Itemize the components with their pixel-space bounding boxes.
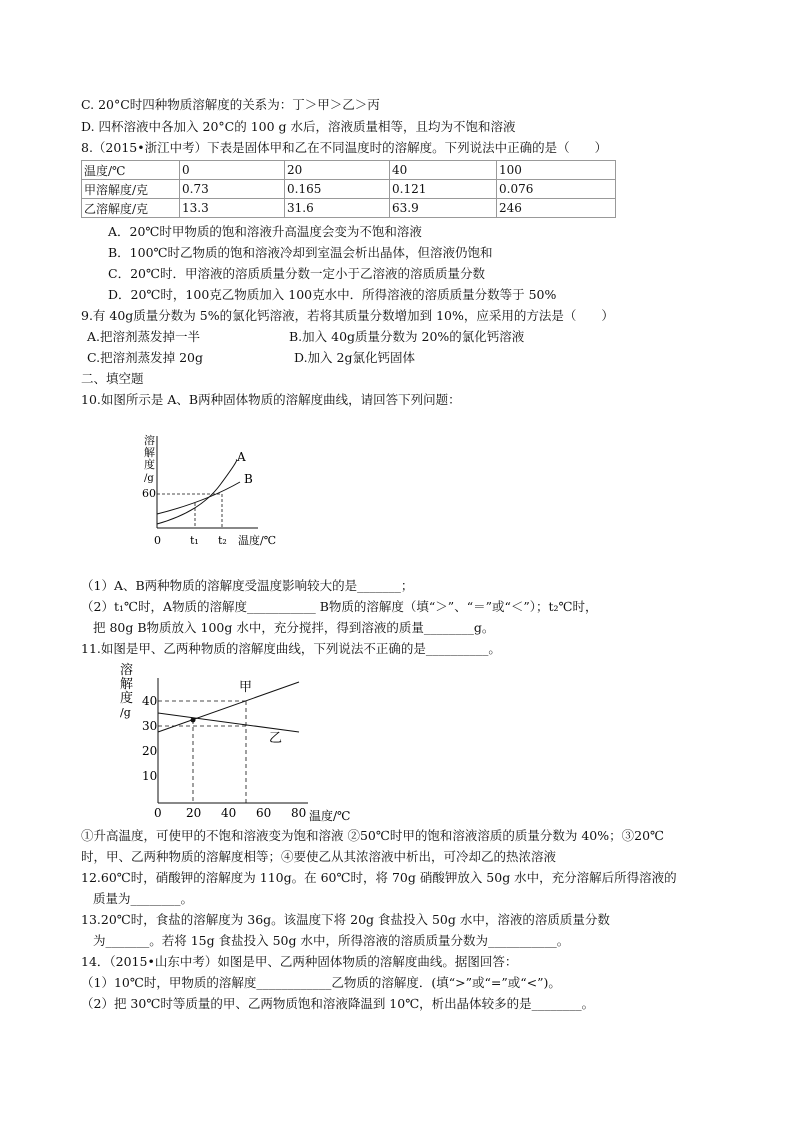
q10-stem: 10.如图所示是 A、B两种固体物质的溶解度曲线，请回答下列问题： xyxy=(81,392,461,407)
q10-part-2b: 把 80g B物质放入 100g 水中，充分搅拌，得到溶液的质量________g。 xyxy=(93,620,495,635)
figure2-ytick-40: 40 xyxy=(142,694,158,708)
q12-stem-2: 质量为________。 xyxy=(93,891,194,906)
table-cell: 0.165 xyxy=(285,180,390,199)
figure1-ylabel-3: 度 xyxy=(144,458,155,471)
figure1-label-a: A xyxy=(237,450,246,464)
table-cell: 乙溶解度/克 xyxy=(82,199,180,218)
q14-part-2: （2）把 30℃时等质量的甲、乙两物质饱和溶液降温到 10℃，析出晶体较多的是________。 xyxy=(81,996,595,1011)
figure2-xtick-40: 40 xyxy=(221,806,237,820)
q11-options: ①升高温度，可使甲的不饱和溶液变为饱和溶液 ②50℃时甲的饱和溶液溶质的质量分数为 40%；③20℃ xyxy=(81,828,665,843)
figure2-ytick-20: 20 xyxy=(142,744,158,758)
figure1-xlabel: 温度/℃ xyxy=(238,534,277,547)
solubility-curve-figure-ab xyxy=(130,430,290,555)
q13-stem: 13.20℃时，食盐的溶解度为 36g。该温度下将 20g 食盐投入 50g 水中，溶液的溶质质量分数 xyxy=(81,912,610,927)
figure2-intersection xyxy=(191,718,196,723)
figure1-ylabel-1: 溶 xyxy=(144,434,155,447)
table-row xyxy=(82,199,616,218)
figure2-xlabel: 温度/℃ xyxy=(309,809,351,823)
figure2-xtick-60: 60 xyxy=(256,806,272,820)
figure1-label-b: B xyxy=(244,472,253,486)
figure1-origin: 0 xyxy=(154,534,161,547)
figure1-curve-a xyxy=(157,460,237,524)
figure2-xtick-80: 80 xyxy=(291,806,307,820)
solubility-curve-figure-jia-yi xyxy=(114,660,354,825)
figure2-label-jia: 甲 xyxy=(239,680,253,695)
figure1-t1: t₁ xyxy=(190,534,199,547)
q14-stem: 14．（2015•山东中考）如图是甲、乙两种固体物质的溶解度曲线。据图回答： xyxy=(81,954,518,969)
q7-option-c: C. 20°C时四种物质溶解度的关系为：丁＞甲＞乙＞丙 xyxy=(81,97,380,112)
figure1-y-60: 60 xyxy=(142,487,156,500)
q9-stem: 9.有 40g质量分数为 5%的氯化钙溶液，若将其质量分数增加到 10%，应采用的方法是（ ） xyxy=(81,308,614,323)
table-row xyxy=(82,180,616,199)
table-cell: 20 xyxy=(285,161,390,180)
q9-option-c: C.把溶剂蒸发掉 20g xyxy=(87,350,203,365)
figure2-xtick-20: 20 xyxy=(186,806,202,820)
table-header-row xyxy=(82,161,616,180)
figure1-t2: t₂ xyxy=(218,534,227,547)
table-cell: 40 xyxy=(390,161,497,180)
figure2-line-yi xyxy=(158,713,299,732)
q8-option-d: D．20℃时，100克乙物质加入 100克水中．所得溶液的溶质质量分数等于 50% xyxy=(108,287,557,302)
q13-stem-2: 为_______。若将 15g 食盐投入 50g 水中，所得溶液的溶质质量分数为___________。 xyxy=(93,933,570,948)
figure2-ylabel-1: 溶 xyxy=(120,663,134,678)
q9-option-a: A.把溶剂蒸发掉一半 xyxy=(87,329,201,344)
q8-stem: 8.（2015•浙江中考）下表是固体甲和乙在不同温度时的溶解度。下列说法中正确的是（ ） xyxy=(81,140,608,155)
table-cell: 246 xyxy=(497,199,616,218)
q8-option-c: C．20℃时．甲溶液的溶质质量分数一定小于乙溶液的溶质质量分数 xyxy=(108,266,485,281)
table-cell: 温度/℃ xyxy=(82,161,180,180)
table-cell: 0.121 xyxy=(390,180,497,199)
q11-options-2: 时，甲、乙两种物质的溶解度相等；④要使乙从其浓溶液中析出，可冷却乙的热浓溶液 xyxy=(81,849,557,864)
figure2-ylabel-2: 解 xyxy=(120,677,134,692)
figure1-ylabel-2: 解 xyxy=(144,446,155,459)
table-cell: 13.3 xyxy=(180,199,285,218)
table-cell: 0.73 xyxy=(180,180,285,199)
table-cell: 甲溶解度/克 xyxy=(82,180,180,199)
table-cell: 0.076 xyxy=(497,180,616,199)
table-cell: 31.6 xyxy=(285,199,390,218)
q14-part-1: （1）10℃时，甲物质的溶解度____________乙物质的溶解度．(填“>”或“=”或“<”)。 xyxy=(81,975,561,990)
q10-part-1: （1）A、B两种物质的溶解度受温度影响较大的是_______； xyxy=(81,578,414,593)
q7-option-d: D. 四杯溶液中各加入 20°C的 100 g 水后，溶液质量相等，且均为不饱和溶液 xyxy=(81,119,516,134)
q11-stem: 11.如图是甲、乙两种物质的溶解度曲线，下列说法不正确的是__________。 xyxy=(81,641,501,656)
figure2-line-jia xyxy=(158,682,299,732)
figure2-ylabel-3: 度 xyxy=(120,691,134,706)
figure2-ylabel-4: /g xyxy=(120,706,131,719)
table-cell: 100 xyxy=(497,161,616,180)
figure2-ytick-30: 30 xyxy=(142,719,158,733)
q10-part-2: （2）t₁℃时，A物质的溶解度___________ B物质的溶解度（填“＞”、“＝”或“＜”）；t₂℃时， xyxy=(81,599,598,614)
figure1-ylabel-4: /g xyxy=(144,473,154,484)
table-cell: 63.9 xyxy=(390,199,497,218)
figure2-ytick-10: 10 xyxy=(142,769,158,783)
figure2-xtick-0: 0 xyxy=(154,806,162,820)
figure1-curve-b xyxy=(157,482,240,514)
q9-option-b: B.加入 40g质量分数为 20%的氯化钙溶液 xyxy=(289,329,525,344)
figure2-label-yi: 乙 xyxy=(269,731,283,746)
q9-option-d: D.加入 2g氯化钙固体 xyxy=(294,350,415,365)
q12-stem: 12.60℃时，硝酸钾的溶解度为 110g。在 60℃时，将 70g 硝酸钾放入 50g 水中，充分溶解后所得溶液的 xyxy=(81,870,677,885)
solubility-table xyxy=(81,160,616,218)
q8-option-a: A．20℃时甲物质的饱和溶液升高温度会变为不饱和溶液 xyxy=(108,224,422,239)
q8-option-b: B．100℃时乙物质的饱和溶液冷却到室温会析出晶体，但溶液仍饱和 xyxy=(108,245,493,260)
section-heading: 二、填空题 xyxy=(81,371,144,386)
table-cell: 0 xyxy=(180,161,285,180)
